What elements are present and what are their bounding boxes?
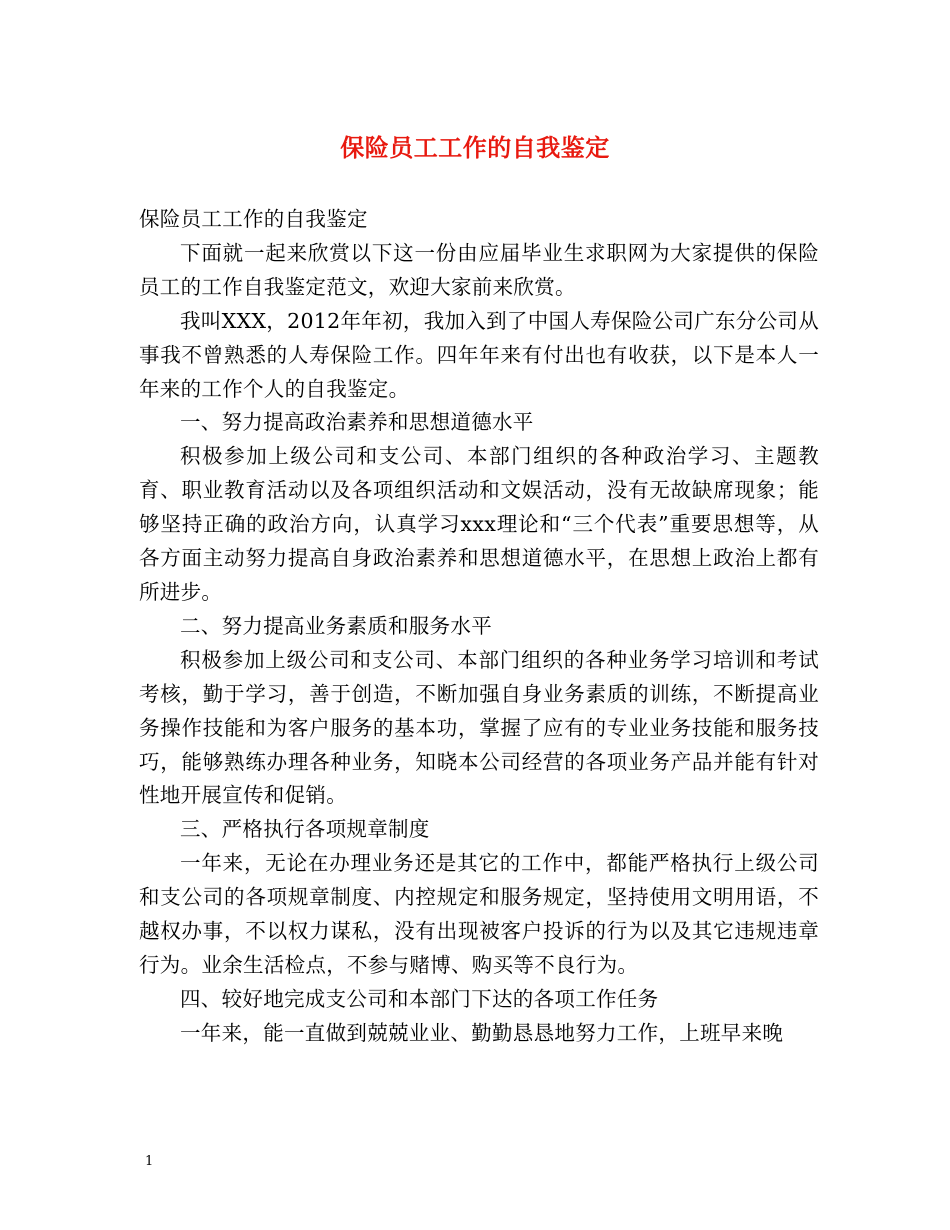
section-heading: 四、较好地完成支公司和本部门下达的各项工作任务 [180, 986, 659, 1011]
paragraph: 一年来，无论在办理业务还是其它的工作中，都能严格执行上级公司和支公司的各项规章制度、内控规定和服务规定，坚持使用文明用语，不越权办事，不以权力谋私，没有出现被客户投诉的行为以及其它违规违章行为。业余生活检点，不参与赌博、购买等不良行为。 [139, 851, 819, 977]
section-heading: 一、努力提高政治素养和思想道德水平 [180, 410, 534, 435]
paragraph: 积极参加上级公司和支公司、本部门组织的各种业务学习培训和考试考核，勤于学习，善于创造，不断加强自身业务素质的训练，不断提高业务操作技能和为客户服务的基本功，掌握了应有的专业业务技能和服务技巧，能够熟练办理各种业务，知晓本公司经营的各项业务产品并能有针对性地开展宣传和促销。 [139, 647, 819, 808]
section-heading: 三、严格执行各项规章制度 [180, 817, 430, 842]
section-heading: 二、努力提高业务素质和服务水平 [180, 613, 492, 638]
paragraph: 积极参加上级公司和支公司、本部门组织的各种政治学习、主题教育、职业教育活动以及各项组织活动和文娱活动，没有无故缺席现象；能够坚持正确的政治方向，认真学习xxx理论和“三个代表”重要思想等，从各方面主动努力提高自身政治素养和思想道德水平，在思想上政治上都有所进步。 [139, 444, 819, 604]
paragraph: 一年来，能一直做到兢兢业业、勤勤恳恳地努力工作，上班早来晚 [180, 1020, 784, 1045]
paragraph: 保险员工工作的自我鉴定 [139, 207, 368, 231]
paragraph: 我叫XXX，2012年年初，我加入到了中国人寿保险公司广东分公司从事我不曾熟悉的人寿保险工作。四年年来有付出也有收获，以下是本人一年来的工作个人的自我鉴定。 [139, 308, 819, 401]
document-title: 保险员工工作的自我鉴定 [340, 133, 610, 162]
document-body [139, 203, 819, 1051]
page-number: 1 [145, 1154, 154, 1169]
paragraph: 下面就一起来欣赏以下这一份由应届毕业生求职网为大家提供的保险员工的工作自我鉴定范文，欢迎大家前来欣赏。 [139, 240, 819, 299]
